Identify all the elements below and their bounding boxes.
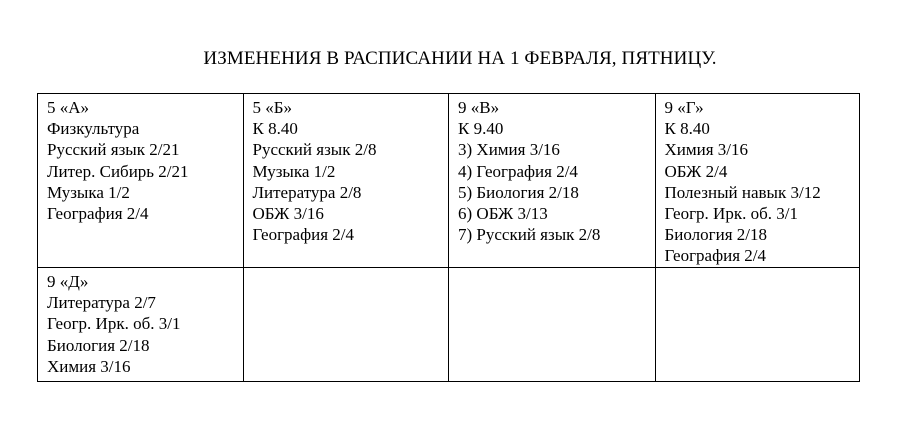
lesson-line: 6) ОБЖ 3/13 [458, 204, 548, 224]
lesson-line: 5) Биология 2/18 [458, 182, 579, 202]
class-name: 5 «А» [47, 98, 90, 117]
lesson-line: 4) География 2/4 [458, 161, 578, 181]
class-name: 9 «В» [458, 98, 500, 117]
schedule-title-text: ИЗМЕНЕНИЯ В РАСПИСАНИИ НА 1 ФЕВРАЛЯ, ПЯТНИЦУ [203, 48, 712, 69]
schedule-title-period: . [711, 48, 717, 69]
lesson-line: Русский язык 2/8 [252, 140, 377, 160]
lesson-line: Химия 3/16 [664, 140, 749, 160]
lesson-line: 3) Химия 3/16 [458, 140, 560, 160]
class-cell-9v [449, 94, 656, 268]
lesson-line: Музыка 1/2 [47, 182, 130, 202]
lesson-line: География 2/4 [252, 225, 355, 245]
lesson-line: География 2/4 [47, 204, 149, 224]
table-row [38, 268, 860, 382]
lesson-line: Русский язык 2/21 [47, 140, 180, 160]
class-name: 5 «Б» [252, 98, 293, 117]
lesson-line: ОБЖ 2/4 [664, 161, 728, 181]
class-cell-9g [655, 94, 860, 268]
lesson-line: К 8.40 [664, 119, 710, 139]
lesson-line: Литература 2/7 [47, 293, 156, 313]
empty-cell [655, 268, 860, 382]
lesson-line: Музыка 1/2 [252, 161, 336, 181]
empty-cell [449, 268, 656, 382]
table-row [38, 94, 860, 268]
lesson-line: ОБЖ 3/16 [252, 204, 324, 224]
lesson-line: Литер. Сибирь 2/21 [47, 161, 189, 181]
class-cell-9d [38, 268, 244, 382]
lesson-line: Геогр. Ирк. об. 3/1 [47, 314, 181, 334]
schedule-title [0, 47, 900, 71]
class-name: 9 «Г» [664, 98, 704, 117]
empty-cell [243, 268, 449, 382]
lesson-line: Химия 3/16 [47, 356, 131, 376]
class-cell-5a [38, 94, 244, 268]
lesson-line: К 9.40 [458, 119, 504, 139]
lesson-line: География 2/4 [664, 246, 767, 266]
lesson-line: Физкультура [47, 119, 140, 139]
schedule-table [37, 93, 860, 382]
lesson-line: К 8.40 [252, 119, 298, 139]
lesson-line: Полезный навык 3/12 [664, 182, 821, 202]
class-name: 9 «Д» [47, 272, 89, 291]
class-cell-5b [243, 94, 449, 268]
lesson-line: Геогр. Ирк. об. 3/1 [664, 204, 798, 224]
lesson-line: Биология 2/18 [664, 225, 767, 245]
lesson-line: 7) Русский язык 2/8 [458, 225, 601, 245]
lesson-line: Литература 2/8 [252, 182, 362, 202]
lesson-line: Биология 2/18 [47, 335, 150, 355]
